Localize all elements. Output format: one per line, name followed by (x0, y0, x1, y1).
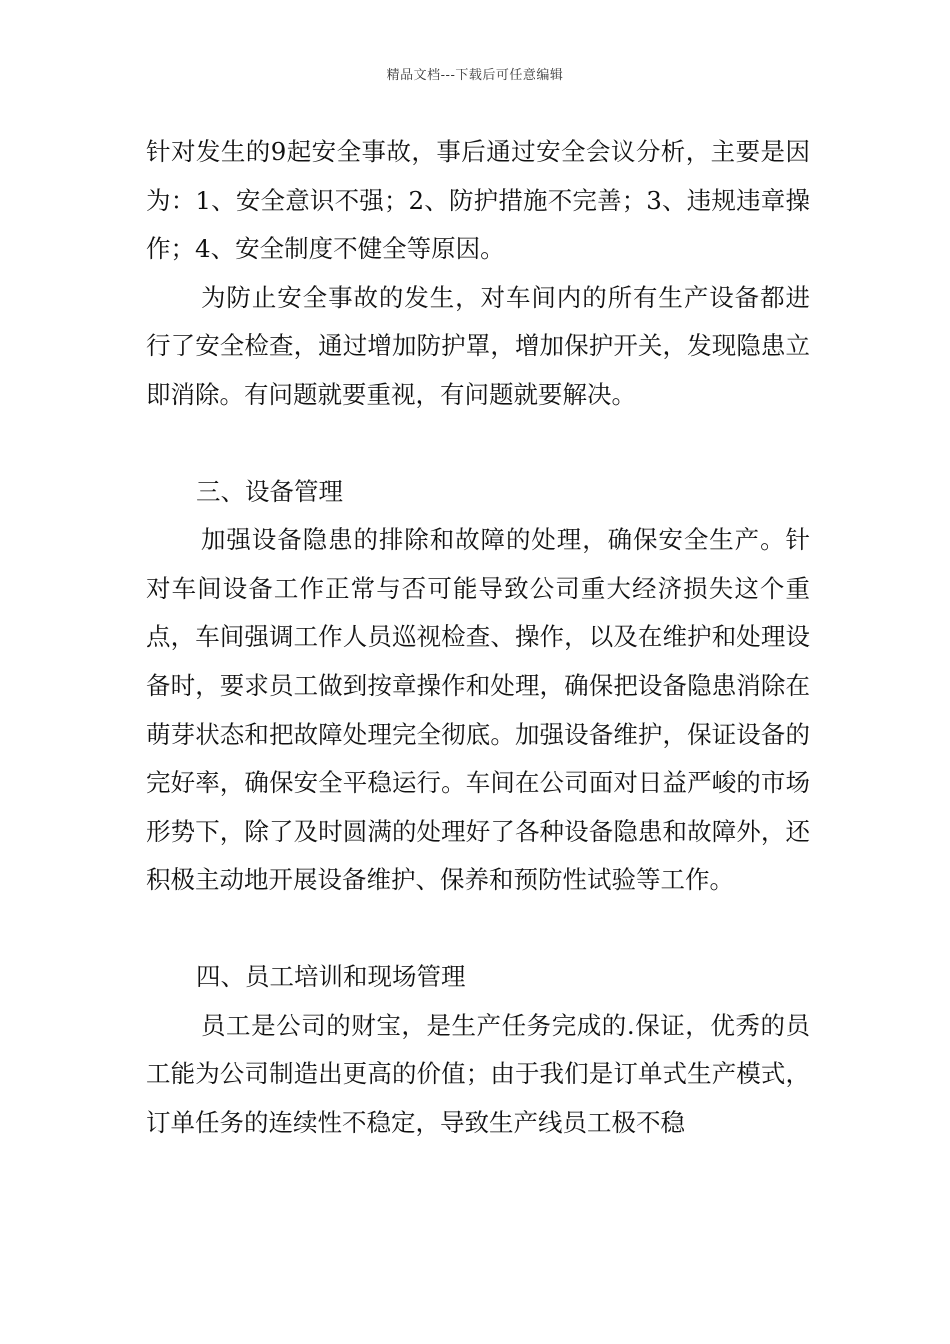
paragraph-employee-training: 员工是公司的财宝，是生产任务完成的.保证，优秀的员工能为公司制造出更高的价值；由于我们是订单式生产模式，订单任务的连续性不稳定，导致生产线员工极不稳 (146, 1010, 810, 1137)
page-header: 精品文档---下载后可任意编辑 (386, 68, 564, 83)
section-heading-equipment: 三、设备管理 (196, 476, 343, 506)
paragraph-equipment-management: 加强设备隐患的排除和故障的处理，确保安全生产。针对车间设备工作正常与否可能导致公司重大经济损失这个重点，车间强调工作人员巡视检查、操作，以及在维护和处理设备时，要求员工做到按章操作和处理，确保把设备隐患消除在萌芽状态和把故障处理完全彻底。加强设备维护，保证设备的完好率，确保安全平稳运行。车间在公司面对日益严峻的市场形势下，除了及时圆满的处理好了各种设备隐患和故障外，还积极主动地开展设备维护、保养和预防性试验等工作。 (146, 525, 810, 895)
document-body (146, 128, 810, 1147)
paragraph-accident-analysis: 针对发生的9起安全事故，事后通过安全会议分析，主要是因为：1、安全意识不强；2、防护措施不完善；3、违规违章操作；4、安全制度不健全等原因。 (146, 137, 810, 264)
paragraph-safety-inspection: 为防止安全事故的发生，对车间内的所有生产设备都进行了安全检查，通过增加防护罩，增加保护开关，发现隐患立即消除。有问题就要重视，有问题就要解决。 (146, 282, 810, 409)
section-heading-training: 四、员工培训和现场管理 (196, 961, 466, 991)
